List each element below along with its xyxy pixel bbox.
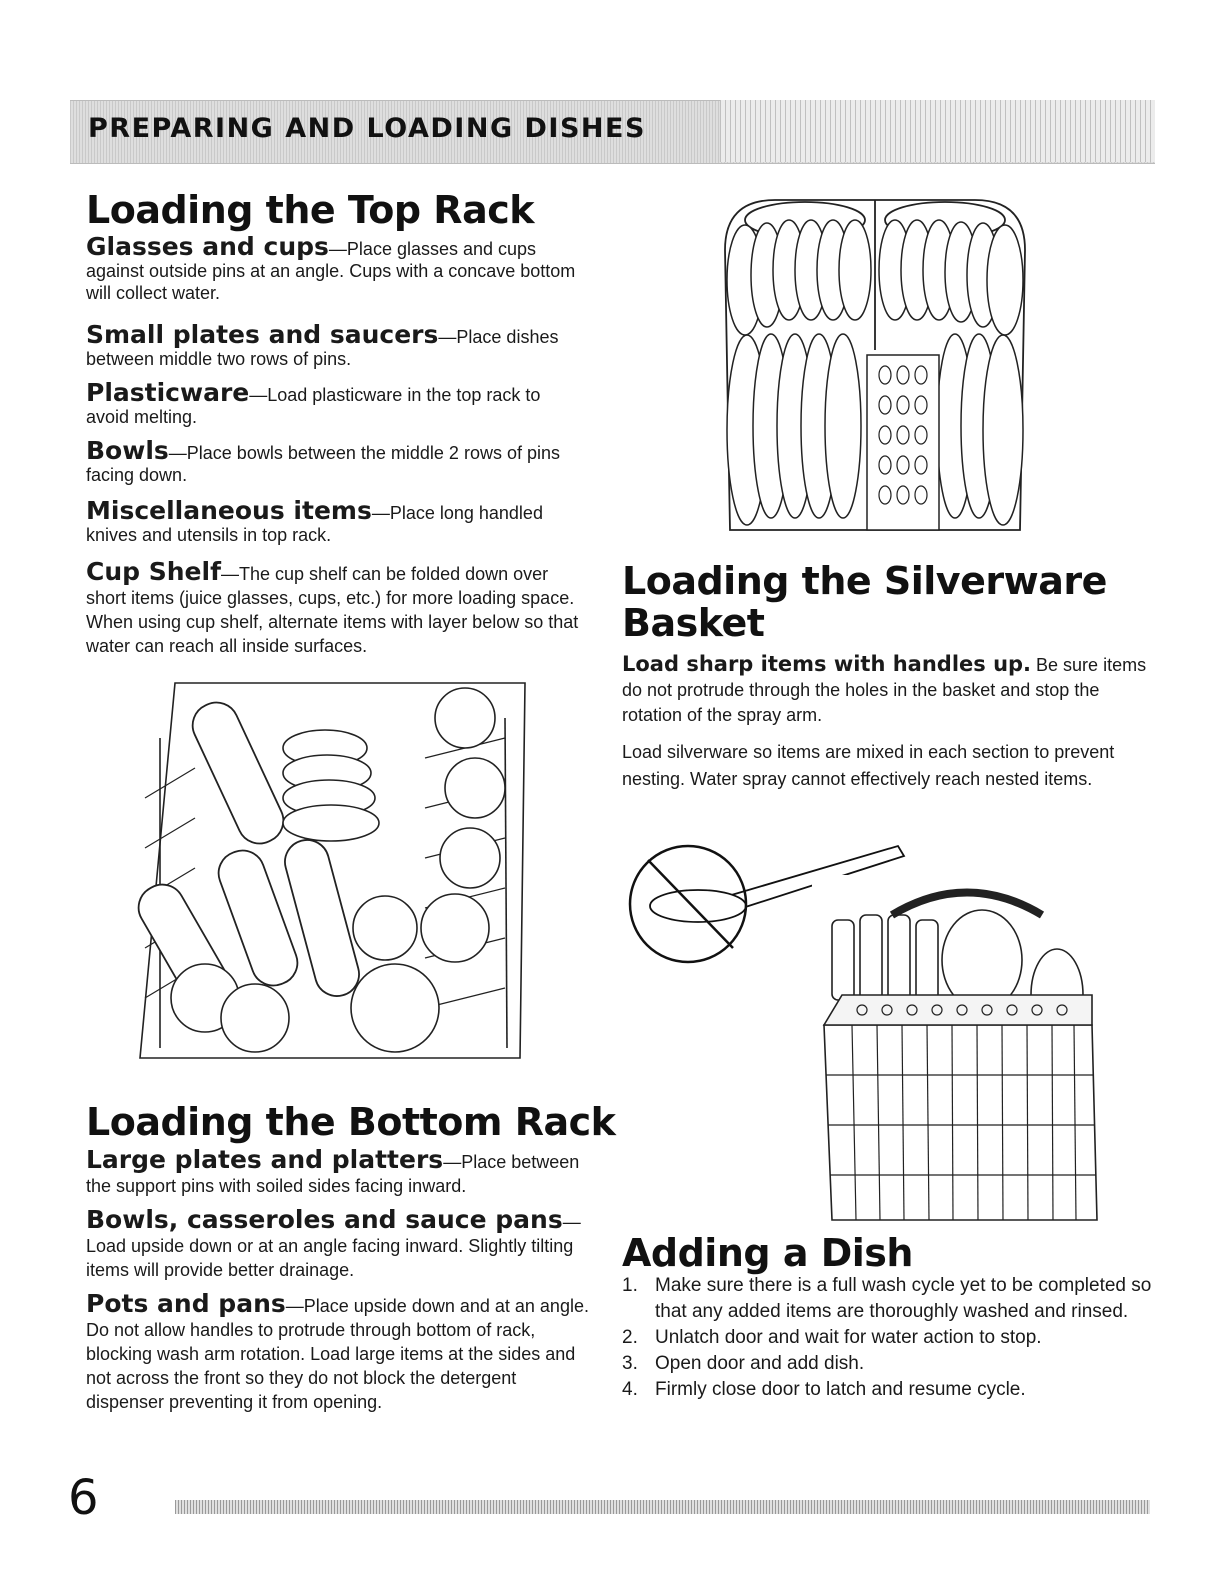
bowls-lead: Bowls xyxy=(86,436,169,465)
small-plates-lead: Small plates and saucers xyxy=(86,320,439,349)
misc-text: —Place long handled knives and utensils in top rack. xyxy=(86,503,543,545)
silverware-basket-illustration xyxy=(812,875,1112,1230)
bottom-bowls-text: — Load upside down or at an angle facing inward. Slightly tilting items will provide better drainage. xyxy=(86,1212,581,1280)
top-rack-cup-shelf xyxy=(86,557,586,658)
header-banner-pattern xyxy=(720,100,1155,162)
footer-bar xyxy=(175,1500,1150,1514)
list-item xyxy=(622,1351,1152,1377)
step-text: Open door and add dish. xyxy=(655,1353,865,1374)
step-number: 2. xyxy=(622,1327,638,1348)
glasses-text: —Place glasses and cups against outside pins at an angle. Cups with a concave bottom will collect water. xyxy=(86,239,576,303)
top-rack-heading: Loading the Top Rack xyxy=(86,188,535,232)
glasses-lead: Glasses and cups xyxy=(86,232,329,261)
pots-lead: Pots and pans xyxy=(86,1289,286,1318)
list-item xyxy=(622,1325,1152,1351)
bottom-rack-bowls xyxy=(86,1205,596,1282)
large-plates-text: —Place between the support pins with soiled sides facing inward. xyxy=(86,1152,580,1196)
silverware-heading-line2: Basket xyxy=(622,601,765,645)
plasticware-text: —Load plasticware in the top rack to avoid melting. xyxy=(86,385,541,427)
top-rack-plasticware xyxy=(86,378,586,428)
top-rack-bowls xyxy=(86,436,586,486)
pots-text: —Place upside down and at an angle. Do not allow handles to protrude through bottom of rack, blocking wash arm rotation. Load large items at the sides and not across the front so they do not block the detergent dispenser preventing it from opening. xyxy=(86,1296,589,1412)
bottom-rack-illustration xyxy=(135,678,530,1063)
step-number: 3. xyxy=(622,1353,638,1374)
silverware-lead-text: Be sure items do not protrude through the holes in the basket and stop the rotation of the spray arm. xyxy=(622,655,1147,725)
top-rack-misc xyxy=(86,496,586,546)
cup-shelf-lead: Cup Shelf xyxy=(86,557,221,586)
large-plates-lead: Large plates and platters xyxy=(86,1145,444,1174)
cup-shelf-text: —The cup shelf can be folded down over short items (juice glasses, cups, etc.) for more loading space. When using cup shelf, alternate items with layer below so that water can reach all inside surfaces. xyxy=(86,564,579,656)
step-number: 4. xyxy=(622,1379,638,1400)
silverware-para-1 xyxy=(622,652,1152,728)
step-text: Firmly close door to latch and resume cycle. xyxy=(655,1379,1026,1400)
small-plates-text: —Place dishes between middle two rows of pins. xyxy=(86,327,559,369)
page-number: 6 xyxy=(68,1470,99,1526)
adding-heading: Adding a Dish xyxy=(622,1231,913,1275)
list-item xyxy=(622,1273,1152,1325)
silverware-lead: Load sharp items with handles up. xyxy=(622,652,1032,676)
bottom-rack-large-plates xyxy=(86,1145,596,1198)
top-rack-glasses xyxy=(86,232,586,304)
bottom-bowls-lead: Bowls, casseroles and sauce pans xyxy=(86,1205,563,1234)
section-title: PREPARING AND LOADING DISHES xyxy=(88,113,646,144)
misc-lead: Miscellaneous items xyxy=(86,496,372,525)
silverware-para-2: Load silverware so items are mixed in each section to prevent nesting. Water spray cannot effectively reach nested items. xyxy=(622,742,1115,789)
bottom-rack-heading: Loading the Bottom Rack xyxy=(86,1100,616,1144)
silverware-heading-line1: Loading the Silverware xyxy=(622,559,1107,603)
bottom-rack-pots xyxy=(86,1289,596,1414)
step-text: Make sure there is a full wash cycle yet to be completed so that any added items are thoroughly washed and rinsed. xyxy=(655,1275,1152,1322)
step-text: Unlatch door and wait for water action to stop. xyxy=(655,1327,1042,1348)
bowls-text: —Place bowls between the middle 2 rows of pins facing down. xyxy=(86,443,560,485)
adding-steps xyxy=(622,1273,1152,1403)
top-rack-illustration xyxy=(705,190,1045,540)
plasticware-lead: Plasticware xyxy=(86,378,250,407)
top-rack-small-plates xyxy=(86,320,586,370)
step-number: 1. xyxy=(622,1275,638,1296)
list-item xyxy=(622,1377,1152,1403)
